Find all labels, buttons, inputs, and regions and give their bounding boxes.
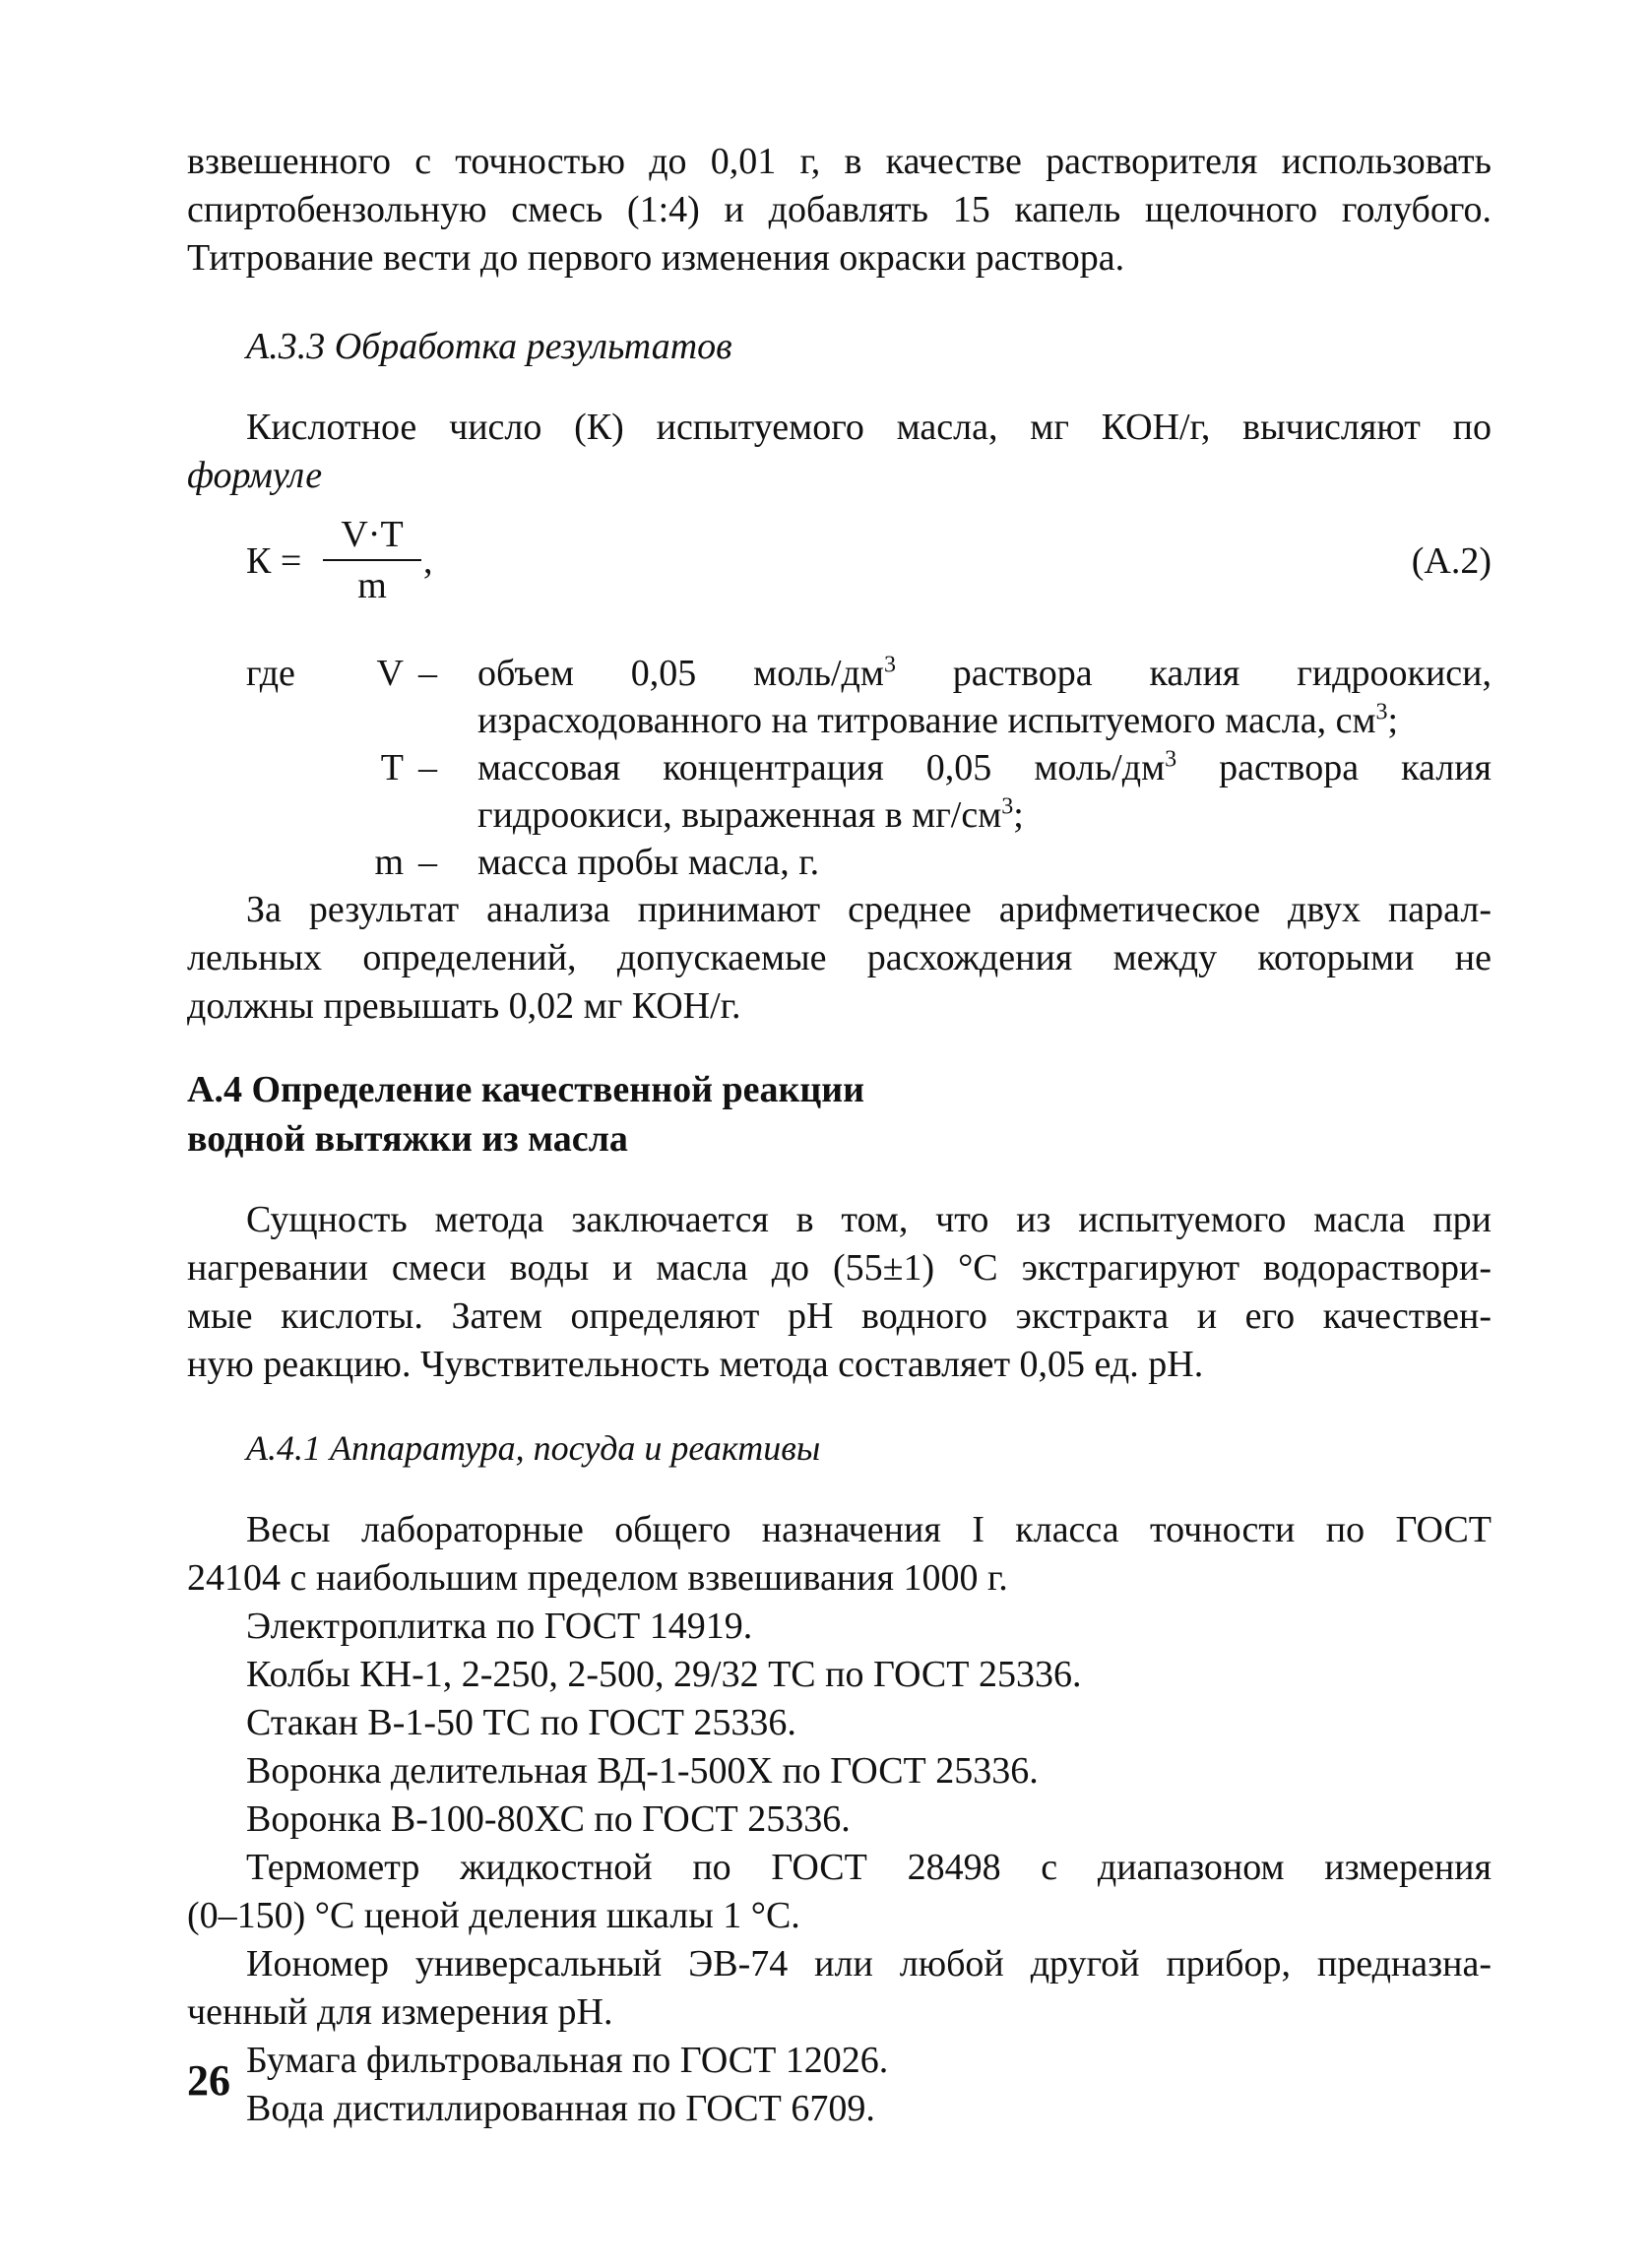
definition-dash: – <box>418 653 437 694</box>
definition-text: гидроокиси, выраженная в $мг/см^3$; <box>477 793 1024 836</box>
formula-fraction <box>323 512 421 608</box>
list-item: Иономер универсальный ЭВ-74 или любой другой прибор, предназна- ченный для измерения рН. <box>187 1943 1492 2033</box>
text-line: формуле <box>187 455 323 496</box>
list-item: Электроплитка по ГОСТ 14919. <box>246 1606 753 1647</box>
formula-a2 <box>246 512 1492 630</box>
formula-number: (А.2) <box>1411 540 1492 582</box>
heading-line: А.4 Определение качественной реакции <box>187 1069 865 1110</box>
formula-lhs: К = <box>246 540 302 582</box>
section-a33-title: А.3.3 Обработка результатов <box>246 326 732 367</box>
text-line: нагревании смеси воды и масла до (55±1) °С экстрагируют водораствори- <box>187 1247 1492 1289</box>
list-item: Стакан В-1-50 ТС по ГОСТ 25336. <box>246 1702 796 1743</box>
paragraph-result <box>187 886 1492 1031</box>
equipment-list <box>187 1506 1492 2133</box>
list-item: Воронка делительная ВД-1-500Х по ГОСТ 25336. <box>246 1750 1039 1792</box>
definition-text: массовая концентрация 0,05 моль/$дм^3$ раствора калия <box>477 746 1492 788</box>
definition-text: масса пробы масла, г. <box>477 842 820 883</box>
text-line: Кислотное число (К) испытуемого масла, мг КОН/г, вычисляют по <box>246 407 1492 448</box>
definition-symbol: Т <box>380 747 404 788</box>
text-line: ную реакцию. Чувствительность метода составляет 0,05 ед. рН. <box>187 1344 1204 1385</box>
heading-line: водной вытяжки из масла <box>187 1118 628 1160</box>
list-item: Вода дистиллированная по ГОСТ 6709. <box>246 2088 875 2129</box>
definition-dash: – <box>418 842 437 883</box>
formula-numerator: V·T <box>341 514 404 555</box>
text-line: Титрование вести до первого изменения окраски раствора. <box>187 237 1125 279</box>
paragraph-method <box>187 1196 1492 1389</box>
definition-v <box>246 650 1492 744</box>
fraction-bar <box>323 559 421 561</box>
section-a4-heading <box>187 1065 864 1164</box>
list-item: Бумага фильтровальная по ГОСТ 12026. <box>246 2040 889 2081</box>
formula-denominator: m <box>357 565 387 606</box>
text-line: Сущность метода заключается в том, что из испытуемого масла при <box>246 1199 1492 1240</box>
page-number: 26 <box>187 2056 230 2105</box>
definition-symbol: V <box>376 653 404 694</box>
definition-text: объем 0,05 моль/$дм^3$ раствора калия гидроокиси, <box>477 652 1492 694</box>
list-item: Термометр жидкостной по ГОСТ 28498 с диапазоном измерения (0–150) °С ценой деления шкалы 1 °С. <box>187 1847 1492 1936</box>
section-a41-title: А.4.1 Аппаратура, посуда и реактивы <box>246 1428 821 1468</box>
text-line: взвешенного с точностью до 0,01 г, в качестве растворителя использовать <box>187 141 1492 182</box>
paragraph-acid-intro <box>187 404 1492 500</box>
definition-symbol: m <box>374 842 404 883</box>
list-item: Воронка В-100-80ХС по ГОСТ 25336. <box>246 1798 851 1840</box>
definitions-list <box>246 650 1492 886</box>
text-line: спиртобензольную смесь (1:4) и добавлять 15 капель щелочного голубого. <box>187 189 1492 230</box>
formula-tail: , <box>423 540 433 582</box>
text-line: За результат анализа принимают среднее арифметическое двух парал- <box>246 889 1492 930</box>
definition-text: израсходованного на титрование испытуемого масла, $см^3$; <box>477 699 1399 741</box>
text-line: должны превышать 0,02 мг КОН/г. <box>187 985 741 1027</box>
where-label: где <box>246 653 295 694</box>
paragraph-top <box>187 138 1492 283</box>
definition-t <box>246 744 1492 839</box>
list-item: Весы лабораторные общего назначения I класса точности по ГОСТ 24104 с наибольшим пределом взвешивания 1000 г. <box>187 1509 1492 1599</box>
definition-m <box>246 839 1492 886</box>
text-line: лельных определений, допускаемые расхождения между которыми не <box>187 937 1492 978</box>
list-item: Колбы КН-1, 2-250, 2-500, 29/32 ТС по ГОСТ 25336. <box>246 1654 1082 1695</box>
definition-dash: – <box>418 747 437 788</box>
text-line: мые кислоты. Затем определяют рН водного экстракта и его качествен- <box>187 1295 1492 1337</box>
